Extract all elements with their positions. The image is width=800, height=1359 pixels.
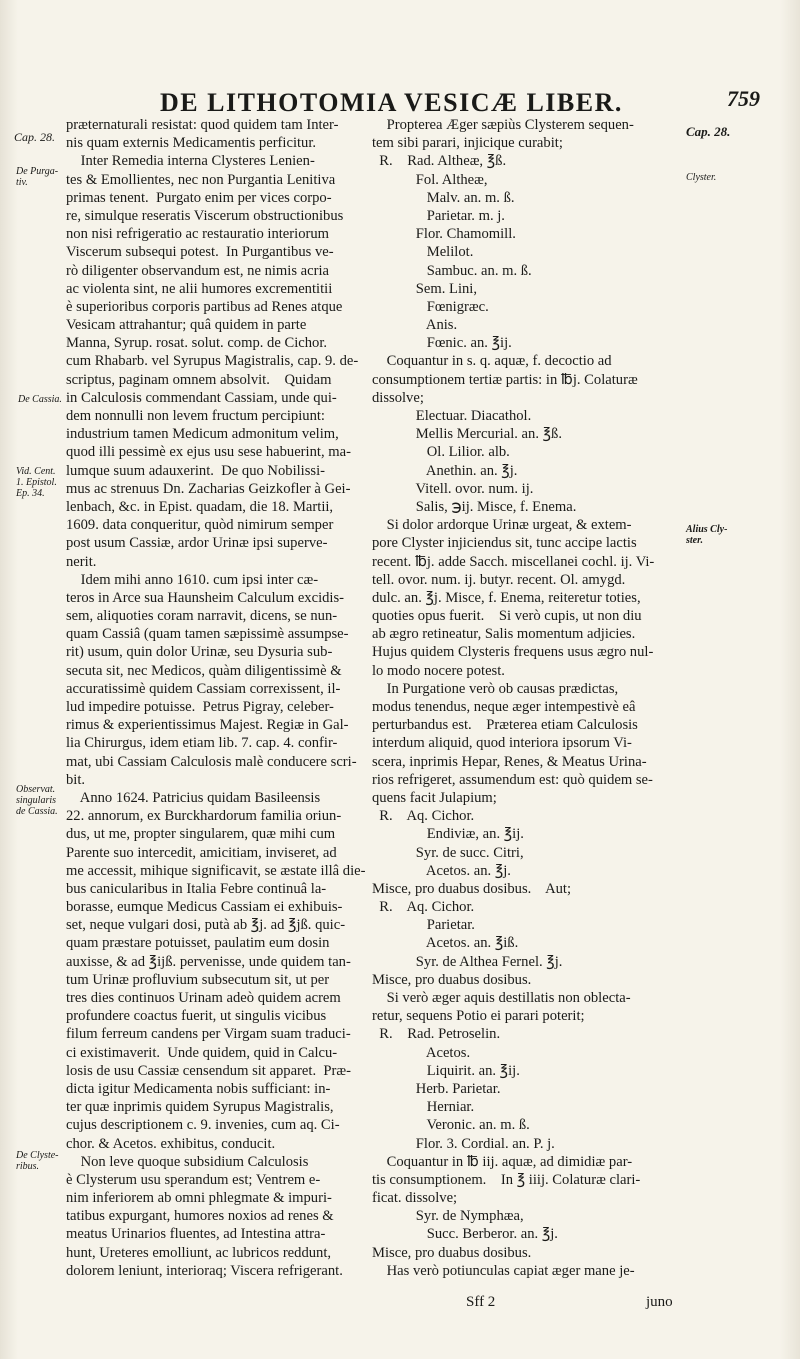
- margin-note-de-clystere: De Clyste- ribus.: [16, 1150, 59, 1172]
- text-line: R. Aq. Cichor.: [372, 899, 475, 916]
- text-line: Fol. Altheæ,: [372, 171, 488, 188]
- text-line: 22. annorum, ex Burckhardorum familia oriun-: [66, 808, 342, 825]
- text-line: Syr. de Nymphæa,: [372, 1208, 524, 1225]
- text-line: Liquirit. an. ℥ij.: [372, 1062, 520, 1079]
- text-line: cum Rhabarb. vel Syrupus Magistralis, cap. 9. de-: [66, 353, 359, 370]
- text-line: lia Chirurgus, idem etiam lib. 7. cap. 4. confir-: [66, 735, 338, 752]
- text-line: Acetos.: [372, 1044, 471, 1061]
- text-line: In Purgatione verò ob causas prædictas,: [372, 680, 619, 697]
- text-line: mus ac strenuus Dn. Zacharias Geizkofler à Gei-: [66, 480, 351, 497]
- text-line: Hujus quidem Clysteris frequens usus ægro nul-: [372, 644, 654, 661]
- text-line: primas tenent. Purgato enim per vices corpo-: [66, 189, 332, 206]
- text-line: Flor. Chamomill.: [372, 226, 516, 243]
- text-line: tem sibi parari, injicique curabit;: [372, 135, 563, 152]
- text-line: post usum Cassiæ, ardor Urinæ ipsi superve-: [66, 535, 328, 552]
- text-line: ci existimaverit. Unde quidem, quid in Calcu-: [66, 1044, 338, 1061]
- text-line: rò diligenter observandum est, ne nimis acria: [66, 262, 330, 279]
- text-line: scriptus, paginam omnem absolvit. Quidam: [66, 371, 332, 388]
- text-line: Has verò potiunculas capiat æger mane je-: [372, 1262, 635, 1279]
- text-line: lumque suum adauxerint. De quo Nobilissi-: [66, 462, 326, 479]
- text-line: quam Cassiâ (quam tamen sæpissimè assumpse-: [66, 626, 349, 643]
- right-text-column: [372, 116, 680, 1280]
- text-line: Viscerum subsequi potest. In Purgantibus ve-: [66, 244, 334, 261]
- text-line: tres dies continuos Urinam adeò quidem acrem: [66, 990, 341, 1006]
- text-line: in Calculosis commendant Cassiam, unde qui-: [66, 389, 337, 406]
- margin-note-de-purgantibus: De Purga- tiv.: [16, 166, 59, 188]
- text-line: nis quam externis Medicamentis perficitur.: [66, 135, 317, 152]
- text-line: quam præstare potuisset, paulatim eum dosin: [66, 935, 330, 952]
- text-line: nim inferiorem ab omni phlegmate & impuri-: [66, 1190, 332, 1207]
- text-line: Acetos. an. ℥iß.: [372, 935, 519, 952]
- text-line: ficat. dissolve;: [372, 1190, 458, 1207]
- text-line: Veronic. an. m. ß.: [372, 1117, 530, 1134]
- text-line: tis consumptionem. In ℥ iiij. Colaturæ clari-: [372, 1171, 641, 1188]
- text-line: Parente suo intercedit, amicitiam, inviseret, ad: [66, 844, 337, 861]
- text-line: Anethin. an. ℥j.: [372, 462, 518, 479]
- text-line: industrium tamen Medicum admonitum velim,: [66, 426, 339, 443]
- text-line: Fœnigræc.: [372, 298, 489, 315]
- text-line: Salis, ℈ij. Misce, f. Enema.: [372, 498, 577, 515]
- text-line: dolorem leniunt, interioraq; Viscera refrigerant.: [66, 1262, 343, 1279]
- margin-note-de-cassia: De Cassia.: [18, 394, 62, 405]
- text-line: teros in Arce sua Haunsheim Calculum excidis-: [66, 589, 345, 606]
- text-line: Syr. de Althea Fernel. ℥j.: [372, 953, 563, 970]
- text-line: modus tenendus, neque æger intempestivè eâ: [372, 699, 636, 715]
- text-line: 1609. data conqueritur, quòd nimirum semper: [66, 517, 334, 534]
- text-line: tatibus expurgant, humores noxios ad renes &: [66, 1208, 334, 1225]
- text-line: lo modo nocere potest.: [372, 662, 505, 679]
- text-line: ter quæ inprimis quidem Syrupus Magistralis,: [66, 1099, 334, 1116]
- text-line: è Clysterum usu sperandum est; Ventrem e-: [66, 1171, 321, 1188]
- text-line: pore Clyster injiciendus sit, tunc accipe lactis: [372, 535, 637, 552]
- text-line: tes & Emollientes, nec non Purgantia Lenitiva: [66, 171, 336, 188]
- margin-note-observatio: Observat. singularis de Cassia.: [16, 784, 58, 817]
- text-line: Flor. 3. Cordial. an. P. j.: [372, 1135, 555, 1152]
- text-line: R. Rad. Altheæ, ℥ß.: [372, 153, 507, 170]
- signature-mark: Sff 2: [466, 1294, 496, 1310]
- text-line: scera, inprimis Hepar, Renes, & Meatus Urina-: [372, 753, 647, 770]
- text-line: nerit.: [66, 553, 97, 570]
- text-line: tum Urinæ profluvium subsecutum sit, ut per: [66, 971, 330, 988]
- text-line: dissolve;: [372, 389, 424, 406]
- text-line: non nisi refrigeratio ac restauratio interiorum: [66, 226, 329, 243]
- text-line: meatus Urinarios fluentes, ad Intestina attra-: [66, 1226, 326, 1243]
- text-line: auxisse, & ad ℥ijß. pervenisse, unde quidem tan-: [66, 953, 351, 970]
- text-line: dulc. an. ℥j. Misce, f. Enema, reiteretur toties,: [372, 589, 641, 606]
- text-line: Propterea Æger sæpiùs Clysterem sequen-: [372, 117, 634, 133]
- text-line: bit.: [66, 771, 86, 788]
- text-line: interdum aliquid, quod interiora ipsorum Vi-: [372, 735, 632, 752]
- text-line: Mellis Mercurial. an. ℥ß.: [372, 426, 563, 443]
- text-line: Ol. Lilior. alb.: [372, 444, 510, 461]
- text-line: hunt, Ureteres emolliunt, ac lubricos reddunt,: [66, 1244, 332, 1261]
- text-line: chor. & Acetos. exhibitus, conducit.: [66, 1135, 276, 1152]
- text-line: Malv. an. m. ß.: [372, 189, 515, 206]
- text-line: ab ægro retineatur, Salis momentum adjicies.: [372, 626, 636, 643]
- text-line: è superioribus corporis partibus ad Renes atque: [66, 298, 343, 315]
- catchword: juno: [646, 1294, 673, 1310]
- text-line: Succ. Berberor. an. ℥j.: [372, 1226, 558, 1243]
- text-line: Electuar. Diacathol.: [372, 408, 532, 424]
- text-line: Coquantur in s. q. aquæ, f. decoctio ad: [372, 353, 612, 370]
- text-line: consumptionem tertiæ partis: in ℔j. Colaturæ: [372, 371, 638, 388]
- text-line: Anno 1624. Patricius quidam Basileensis: [66, 789, 321, 806]
- text-line: quoties opus fuerit. Si verò cupis, ut non diu: [372, 608, 642, 625]
- text-line: Misce, pro duabus dosibus. Aut;: [372, 880, 572, 897]
- text-line: Fœnic. an. ℥ij.: [372, 335, 512, 352]
- text-line: Si verò æger aquis destillatis non oblecta-: [372, 990, 631, 1006]
- text-line: tell. ovor. num. ij. butyr. recent. Ol. amygd.: [372, 571, 626, 588]
- text-line: Syr. de succ. Citri,: [372, 844, 524, 861]
- text-line: Vitell. ovor. num. ij.: [372, 480, 534, 497]
- text-line: dem nonnulli non levem fructum percipiunt:: [66, 408, 325, 424]
- page-header: [160, 86, 760, 118]
- text-line: Parietar. m. j.: [372, 207, 505, 224]
- text-line: Herb. Parietar.: [372, 1080, 501, 1097]
- text-line: set, neque vulgari dosi, putà ab ℥j. ad ℥jß. quic-: [66, 917, 346, 934]
- text-line: secuta sit, nec Medicos, quàm diligentissimè &: [66, 662, 342, 679]
- margin-note-chapter-right: Cap. 28.: [686, 124, 731, 139]
- text-line: Acetos. an. ℥j.: [372, 862, 511, 879]
- text-line: filum ferreum candens per Virgam suam traduci-: [66, 1026, 351, 1043]
- text-line: Non leve quoque subsidium Calculosis: [66, 1153, 309, 1170]
- text-line: losis de usu Cassiæ censendum sit apparet. Præ-: [66, 1062, 351, 1079]
- text-line: quens facit Julapium;: [372, 789, 497, 806]
- text-line: Melilot.: [372, 244, 474, 261]
- text-line: Inter Remedia interna Clysteres Lenien-: [66, 153, 315, 170]
- margin-note-vid-cent: Vid. Cent. 1. Epistol. Ep. 34.: [16, 466, 57, 499]
- text-line: Anis.: [372, 317, 458, 334]
- text-line: Sambuc. an. m. ß.: [372, 262, 532, 279]
- running-title: DE LITHOTOMIA VESICÆ LIBER.: [160, 88, 623, 117]
- text-line: rit) usum, quin dolor Urinæ, seu Dysuria sub-: [66, 644, 333, 661]
- text-line: borasse, eumque Medicus Cassiam ei exhibuis-: [66, 899, 343, 916]
- text-line: Idem mihi anno 1610. cum ipsi inter cæ-: [66, 571, 319, 588]
- text-line: dus, ut me, propter singularem, quæ mihi cum: [66, 826, 336, 843]
- text-line: bus canicularibus in Italia Febre continuâ la-: [66, 880, 327, 897]
- text-line: perturbandus est. Præterea etiam Calculosis: [372, 717, 638, 734]
- text-line: Herniar.: [372, 1099, 475, 1116]
- text-line: mat, ubi Cassiam Calculosis malè conducere scri-: [66, 753, 357, 770]
- text-line: R. Aq. Cichor.: [372, 808, 475, 825]
- text-line: sem, aliquoties coram narravit, dicens, se nun-: [66, 608, 338, 625]
- text-line: Si dolor ardorque Urinæ urgeat, & extem-: [372, 517, 632, 534]
- text-line: Endiviæ, an. ℥ij.: [372, 826, 524, 843]
- text-line: Parietar.: [372, 917, 475, 934]
- text-line: Sem. Lini,: [372, 280, 477, 297]
- text-line: me accessit, mihique significavit, se æstate illâ die-: [66, 862, 366, 879]
- left-text-column: [66, 116, 366, 1280]
- text-line: R. Rad. Petroselin.: [372, 1026, 501, 1043]
- text-line: rios refrigeret, assumendum est: quò quidem se-: [372, 771, 653, 788]
- text-line: præternaturali resistat: quod quidem tam Inter-: [66, 117, 339, 133]
- text-line: Manna, Syrup. rosat. solut. comp. de Cichor.: [66, 335, 328, 352]
- text-line: ac violenta sint, ne alii humores excrementitii: [66, 280, 333, 297]
- text-line: recent. ℔j. adde Sacch. miscellanei cochl. ij. Vi-: [372, 553, 655, 570]
- text-line: re, simulque reseratis Viscerum obstructionibus: [66, 207, 344, 224]
- text-line: quod illi pessimè ex ejus usu sese habuerint, ma-: [66, 444, 351, 461]
- margin-note-alius-clyster: Alius Cly- ster.: [686, 524, 728, 546]
- text-line: cujus descriptionem c. 9. invenies, cum aq. Ci-: [66, 1117, 340, 1134]
- text-line: Vesicam attrahantur; quâ quidem in parte: [66, 317, 307, 334]
- text-line: Misce, pro duabus dosibus.: [372, 1244, 532, 1261]
- text-line: lenbach, &c. in Epist. quadam, die 18. Martii,: [66, 498, 334, 515]
- text-line: accuratissimè quidem Cassiam correxissent, il-: [66, 680, 341, 697]
- margin-note-clyster: Clyster.: [686, 172, 717, 183]
- text-line: Coquantur in ℔ iij. aquæ, ad dimidiæ par-: [372, 1153, 633, 1170]
- margin-note-chapter-left: Cap. 28.: [14, 130, 56, 144]
- text-line: Misce, pro duabus dosibus.: [372, 971, 532, 988]
- text-line: rimus & experientissimus Majest. Regiæ in Gal-: [66, 717, 349, 734]
- text-line: lud impedire potuisse. Petrus Pigray, celeber-: [66, 699, 334, 715]
- text-line: retur, sequens Potio ei parari poterit;: [372, 1008, 585, 1025]
- text-line: profundere coactus fuerit, ut singulis vicibus: [66, 1008, 327, 1025]
- text-line: dicta igitur Medicamenta nobis sufficiant: in-: [66, 1080, 331, 1097]
- page-number: 759: [727, 86, 760, 111]
